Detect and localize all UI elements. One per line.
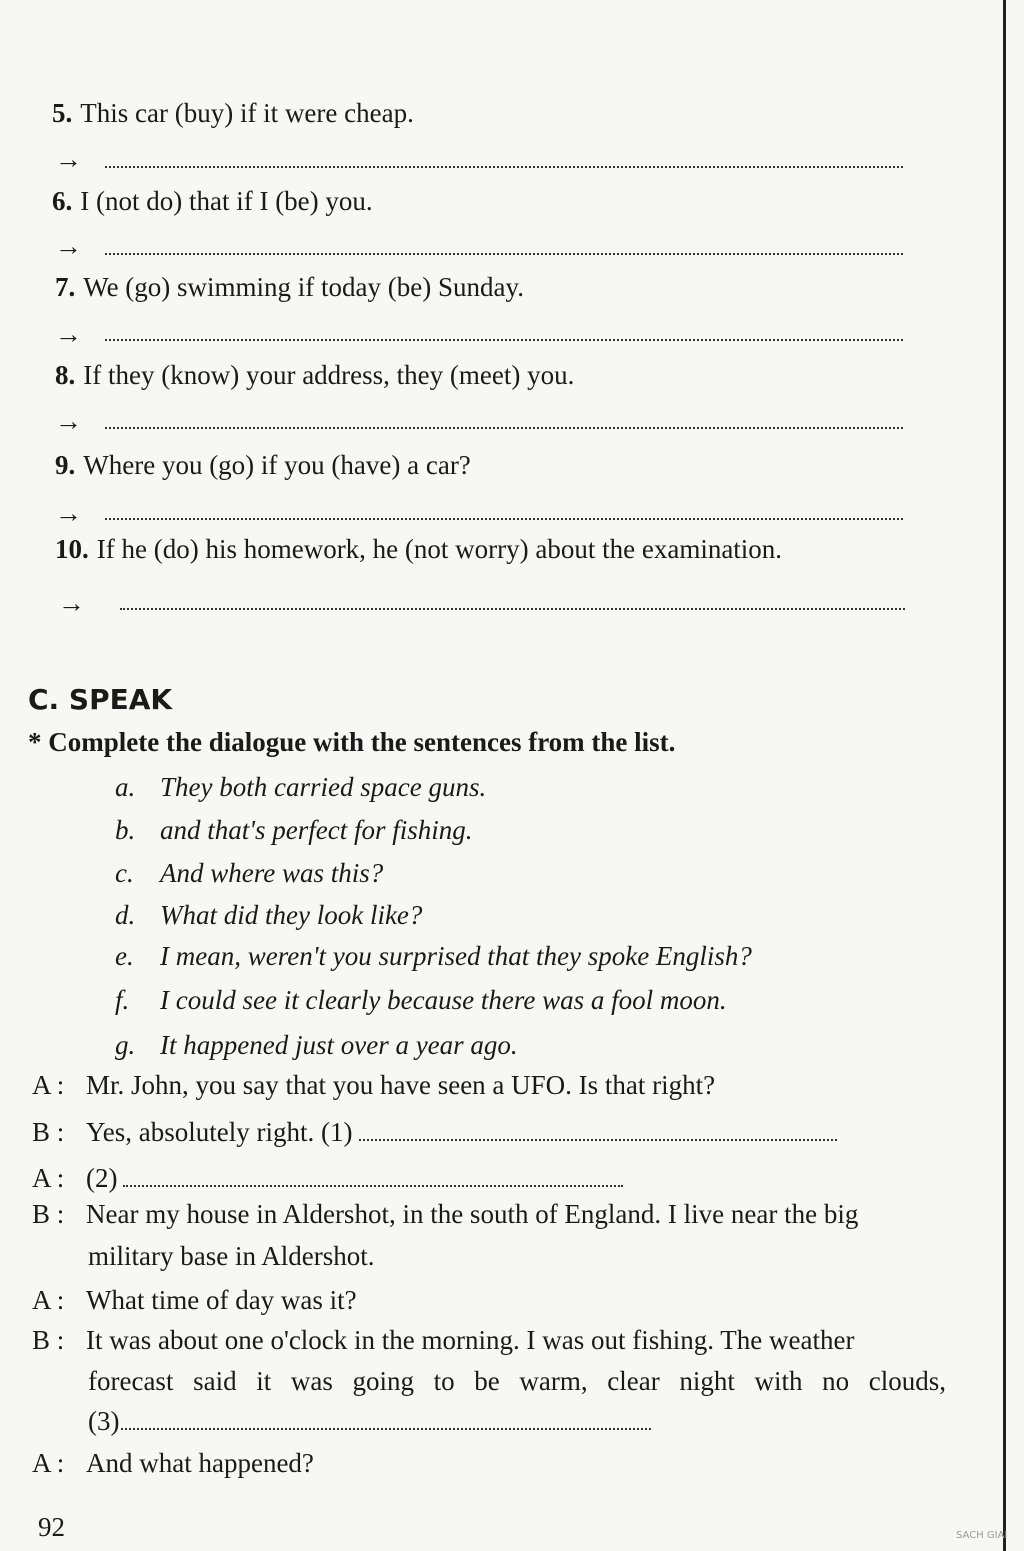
option-e xyxy=(115,941,752,972)
answer-blank-9[interactable] xyxy=(105,518,903,520)
answer-blank-10[interactable] xyxy=(120,608,905,610)
dialogue-line-6-cont: forecast said it was going to be warm, clear night with no clouds, xyxy=(88,1366,946,1396)
answer-blank-7[interactable] xyxy=(105,339,903,341)
dialogue-line-6 xyxy=(32,1325,854,1356)
exercise-8 xyxy=(55,360,574,391)
option-d xyxy=(115,900,422,931)
exercise-number: 7. xyxy=(55,272,76,302)
option-f xyxy=(115,985,727,1016)
speaker-label: A : xyxy=(32,1070,65,1100)
section-title: C. SPEAK xyxy=(28,683,173,716)
arrow-icon: → xyxy=(55,144,82,174)
dialogue-text: (2) xyxy=(86,1163,118,1193)
exercise-7 xyxy=(55,272,524,303)
option-b xyxy=(115,815,473,846)
arrow-icon: → xyxy=(55,406,82,436)
exercise-text: If they (know) your address, they (meet) you. xyxy=(83,360,575,390)
option-letter: e. xyxy=(115,941,134,971)
speaker-label: B : xyxy=(32,1325,65,1355)
exercise-number: 9. xyxy=(55,450,76,480)
option-a xyxy=(115,772,486,803)
dialogue-text: And what happened? xyxy=(86,1448,314,1478)
exercise-text: I (not do) that if I (be) you. xyxy=(80,186,373,216)
dialogue-text: (3) xyxy=(88,1406,120,1436)
arrow-icon: → xyxy=(55,498,82,528)
speaker-label: A : xyxy=(32,1285,65,1315)
option-letter: d. xyxy=(115,900,136,930)
option-text: and that's perfect for fishing. xyxy=(160,815,473,845)
exercise-text: If he (do) his homework, he (not worry) about the examination. xyxy=(96,534,783,564)
option-text: And where was this? xyxy=(160,858,384,888)
dialogue-text: It was about one o'clock in the morning. I was out fishing. The weather xyxy=(86,1325,855,1355)
option-letter: c. xyxy=(115,858,134,888)
option-letter: g. xyxy=(115,1030,136,1060)
exercise-number: 6. xyxy=(52,186,73,216)
blank-3[interactable] xyxy=(121,1428,651,1430)
answer-line-8 xyxy=(55,406,105,437)
page-number: 92 xyxy=(38,1512,65,1542)
answer-blank-8[interactable] xyxy=(105,427,903,429)
answer-line-7 xyxy=(55,319,105,350)
dialogue-text: Mr. John, you say that you have seen a UFO. Is that right? xyxy=(86,1070,716,1100)
option-letter: a. xyxy=(115,772,136,802)
arrow-icon: → xyxy=(55,319,82,349)
exercise-text: We (go) swimming if today (be) Sunday. xyxy=(83,272,524,302)
arrow-icon: → xyxy=(55,231,82,261)
exercise-10 xyxy=(55,534,782,565)
blank-2[interactable] xyxy=(123,1185,623,1187)
option-text: They both carried space guns. xyxy=(160,772,487,802)
option-letter: b. xyxy=(115,815,136,845)
speaker-label: B : xyxy=(32,1117,65,1147)
dialogue-text: Near my house in Aldershot, in the south of England. I live near the big xyxy=(86,1199,859,1229)
answer-line-5 xyxy=(55,144,105,175)
exercise-6 xyxy=(52,186,373,217)
dialogue-line-2 xyxy=(32,1117,837,1148)
exercise-number: 5. xyxy=(52,98,73,128)
dialogue-line-4-cont: military base in Aldershot. xyxy=(88,1241,375,1271)
instruction: * Complete the dialogue with the sentences from the list. xyxy=(28,727,676,757)
blank-1[interactable] xyxy=(359,1139,837,1141)
answer-line-6 xyxy=(55,231,105,262)
option-text: What did they look like? xyxy=(160,900,423,930)
exercise-text: This car (buy) if it were cheap. xyxy=(80,98,414,128)
answer-line-9 xyxy=(55,498,105,529)
exercise-number: 8. xyxy=(55,360,76,390)
exercise-text: Where you (go) if you (have) a car? xyxy=(83,450,471,480)
option-g xyxy=(115,1030,518,1061)
option-letter: f. xyxy=(115,985,130,1015)
dialogue-line-5 xyxy=(32,1285,357,1316)
speaker-label: A : xyxy=(32,1448,65,1478)
watermark-logo: SACH GIAI xyxy=(956,1530,1008,1541)
page-binding-edge xyxy=(1003,0,1006,1551)
arrow-icon: → xyxy=(58,588,85,618)
exercise-9 xyxy=(55,450,471,481)
option-text: I mean, weren't you surprised that they spoke English? xyxy=(160,941,752,971)
dialogue-text: Yes, absolutely right. (1) xyxy=(86,1117,353,1147)
dialogue-line-7 xyxy=(32,1448,314,1479)
option-c xyxy=(115,858,383,889)
dialogue-line-1 xyxy=(32,1070,715,1101)
dialogue-line-6-cont2 xyxy=(88,1406,651,1437)
dialogue-text: What time of day was it? xyxy=(86,1285,357,1315)
dialogue-line-4 xyxy=(32,1199,858,1230)
answer-line-10 xyxy=(58,588,108,619)
speaker-label: A : xyxy=(32,1163,65,1193)
answer-blank-5[interactable] xyxy=(105,166,903,168)
exercise-number: 10. xyxy=(55,534,89,564)
option-text: It happened just over a year ago. xyxy=(160,1030,518,1060)
option-text: I could see it clearly because there was a fool moon. xyxy=(160,985,727,1015)
speaker-label: B : xyxy=(32,1199,65,1229)
dialogue-line-3 xyxy=(32,1163,623,1194)
answer-blank-6[interactable] xyxy=(105,253,903,255)
exercise-5 xyxy=(52,98,414,129)
